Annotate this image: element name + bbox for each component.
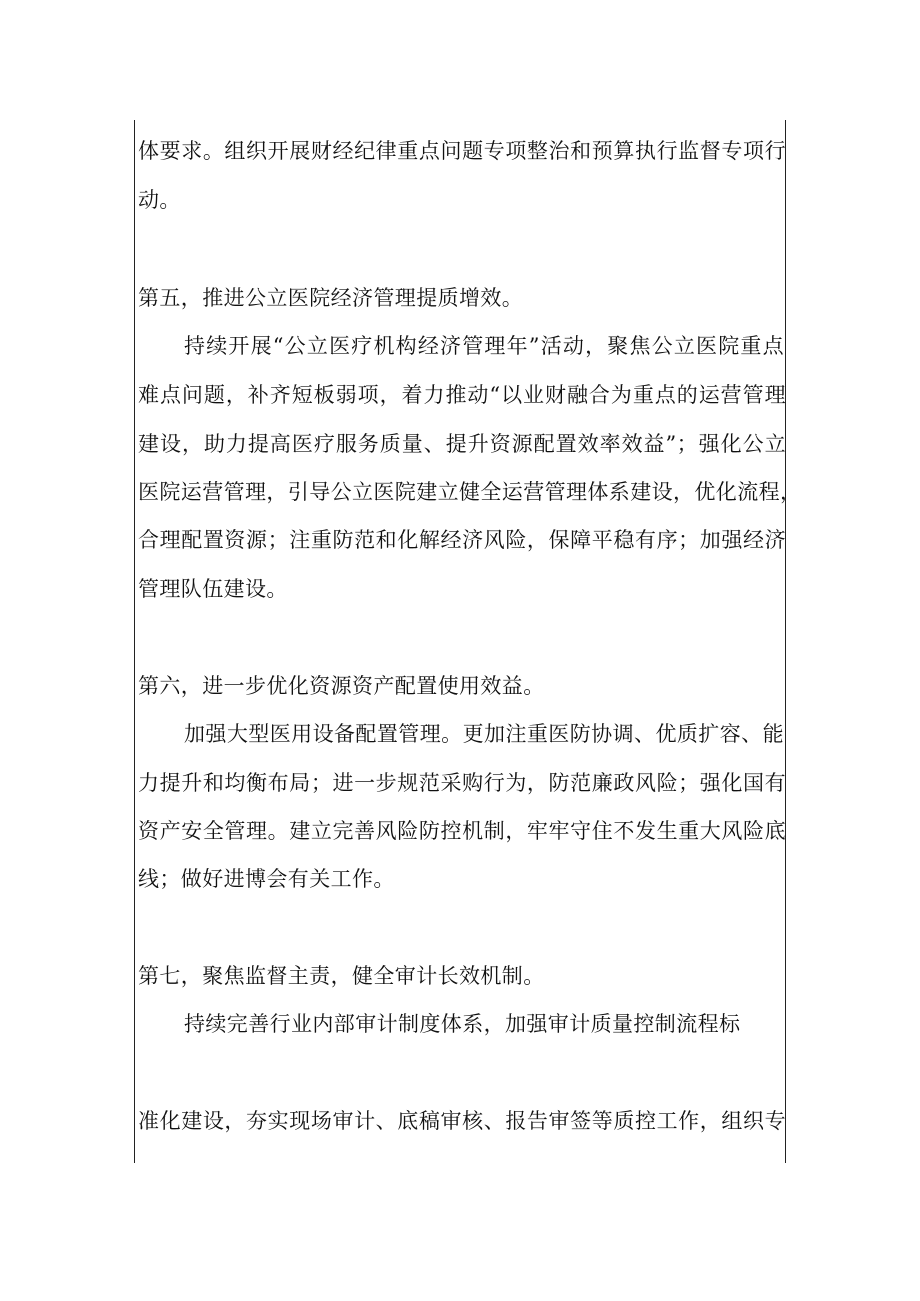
paragraph-line: 建设，助力提高医疗服务质量、提升资源配置效率效益”；强化公立 [138, 432, 786, 456]
paragraph-line: 动。 [138, 188, 181, 212]
paragraph-line: 持续完善行业内部审计制度体系，加强审计质量控制流程标 [184, 1012, 741, 1036]
paragraph-line: 准化建设，夯实现场审计、底稿审核、报告审签等质控工作，组织专 [138, 1109, 786, 1133]
paragraph-line: 线；做好进博会有关工作。 [138, 867, 395, 891]
section-heading-7: 第七，聚焦监督主责，健全审计长效机制。 [138, 964, 545, 988]
page-border-frame [134, 120, 802, 1163]
paragraph-line: 管理队伍建设。 [138, 577, 288, 601]
paragraph-line: 难点问题，补齐短板弱项，着力推动“以业财融合为重点的运营管理 [138, 383, 786, 407]
section-heading-6: 第六，进一步优化资源资产配置使用效益。 [138, 674, 545, 698]
paragraph-line: 加强大型医用设备配置管理。更加注重医防协调、优质扩容、能 [184, 722, 784, 746]
paragraph-line: 持续开展“公立医疗机构经济管理年”活动，聚焦公立医院重点 [184, 334, 784, 358]
paragraph-line: 体要求。组织开展财经纪律重点问题专项整治和预算执行监督专项行 [138, 139, 786, 163]
paragraph-line: 力提升和均衡布局；进一步规范采购行为，防范廉政风险；强化国有 [138, 771, 786, 795]
paragraph-line: 资产安全管理。建立完善风险防控机制，牢牢守住不发生重大风险底 [138, 819, 786, 843]
section-heading-5: 第五，推进公立医院经济管理提质增效。 [138, 286, 524, 310]
paragraph-line: 合理配置资源；注重防范和化解经济风险，保障平稳有序；加强经济 [138, 528, 786, 552]
paragraph-line: 医院运营管理，引导公立医院建立健全运营管理体系建设，优化流程， [138, 480, 802, 504]
